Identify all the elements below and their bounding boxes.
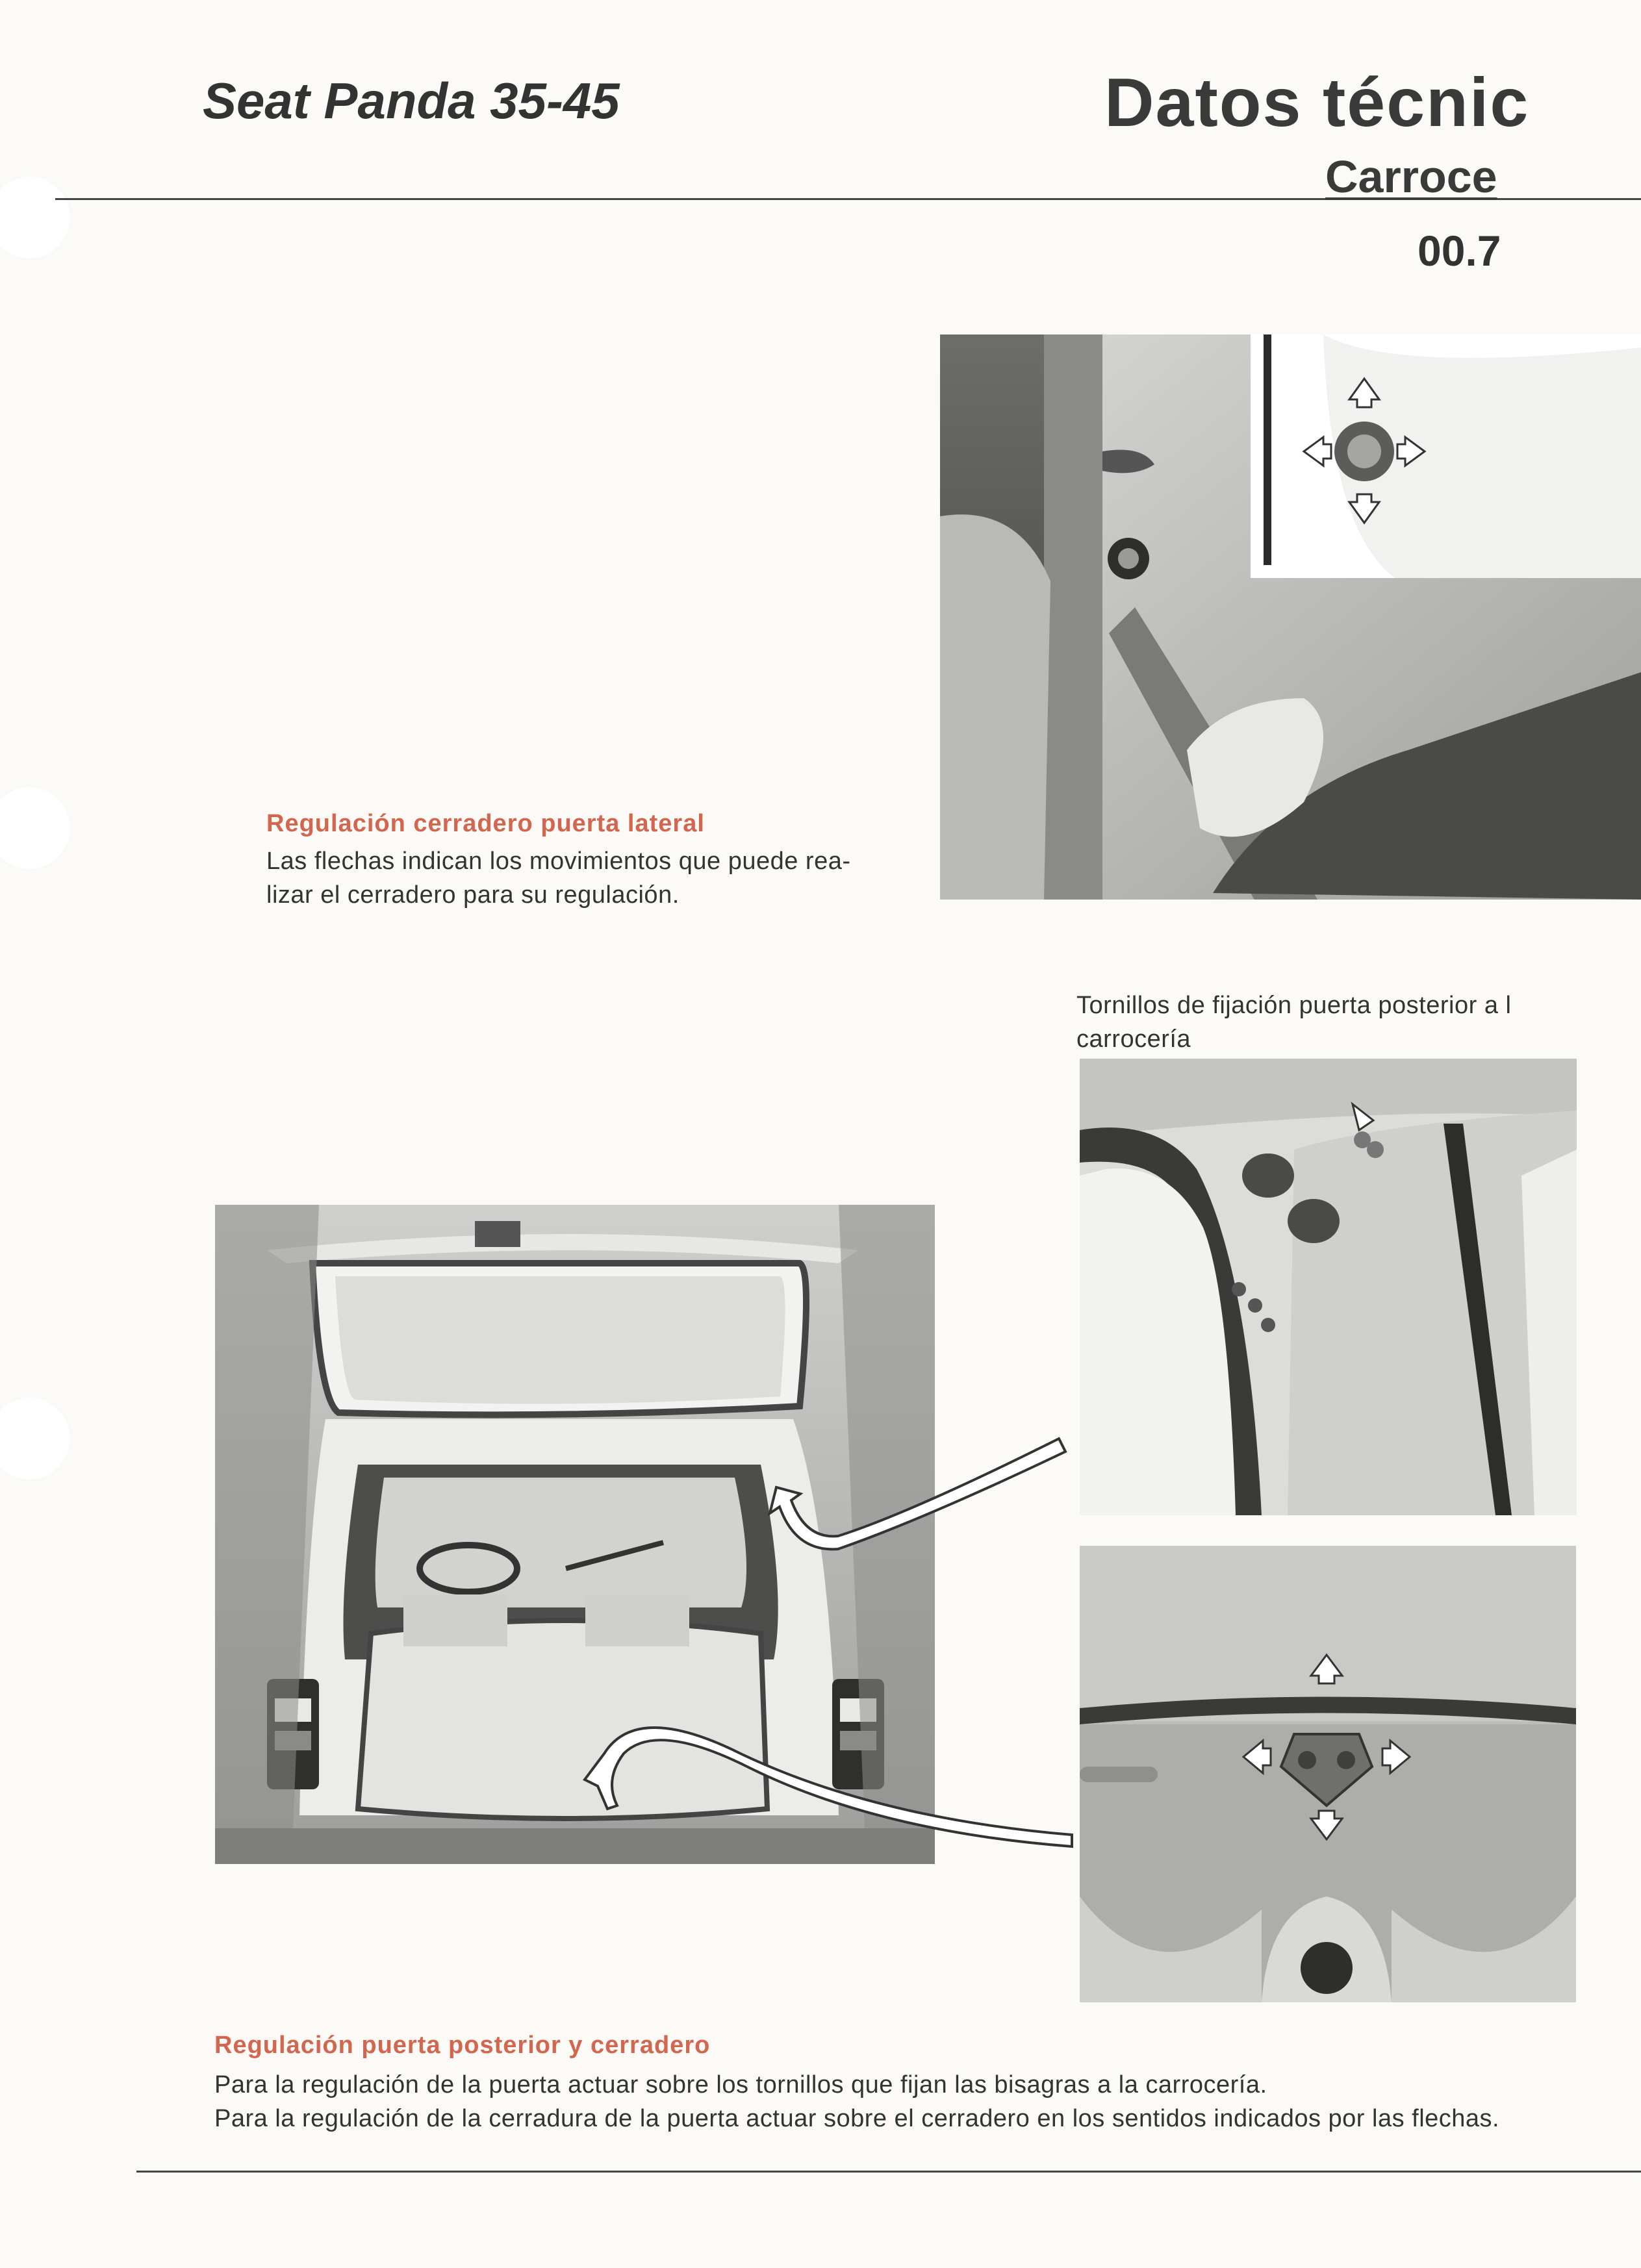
rear-door-title: Regulación puerta posterior y cerradero [214,2032,711,2059]
page-code: 00.7 [1418,227,1501,275]
rear-bolts-caption [1076,989,1641,1056]
rear-door-text-line-2: Para la regulación de la cerradura de la puerta actuar sobre el cerradero en los sentidos indicados por las flechas. [214,2105,1500,2132]
section-title: Carroce [1325,151,1497,202]
side-door-text [266,844,903,912]
rear-door-text-line-1: Para la regulación de la puerta actuar sobre los tornillos que fijan las bisagras a la carrocería. [214,2071,1267,2098]
side-door-text-line-1: Las flechas indican los movimientos que puede rea- [266,848,851,875]
binder-hole-middle [0,786,71,870]
photo-side-door-latch [940,334,1641,900]
side-door-title: Regulación cerradero puerta lateral [266,810,705,837]
photo-rear-hinge-bolts [1080,1059,1577,1515]
header-title: Datos técnic [1104,64,1530,141]
photo-rear-latch-striker [1080,1546,1576,2002]
binder-hole-bottom [0,1396,71,1481]
header-model: Seat Panda 35-45 [203,72,620,129]
photo-car-rear-open-hatch [215,1205,935,1864]
rear-bolts-caption-line-1: Tornillos de fijación puerta posterior a l [1076,992,1512,1019]
binder-hole-top [0,175,71,260]
side-door-text-line-2: lizar el cerradero para su regulación. [266,881,680,909]
rear-bolts-caption-line-2: carrocería [1076,1026,1191,1053]
footer-rule [136,2171,1641,2173]
